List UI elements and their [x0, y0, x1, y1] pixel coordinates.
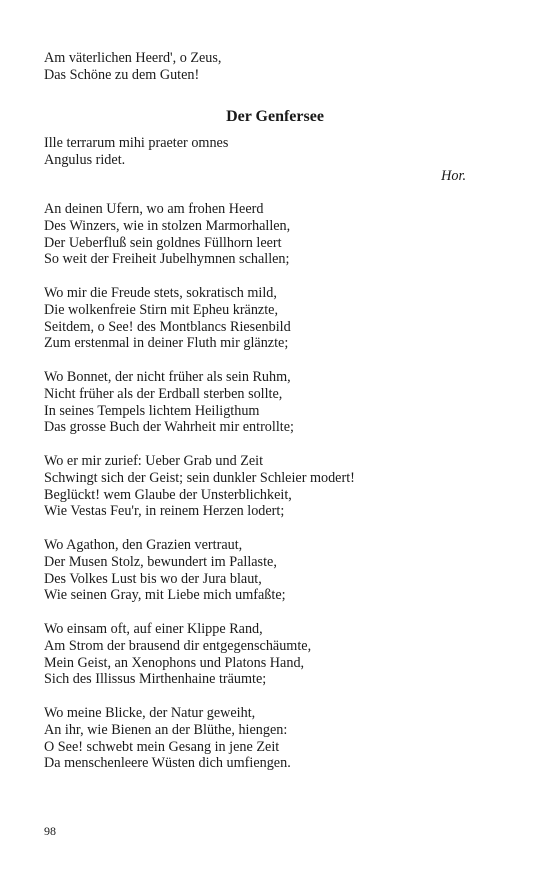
verse-line: Wo Bonnet, der nicht früher als sein Ruhm,: [44, 368, 291, 385]
verse-line: Wo er mir zurief: Ueber Grab und Zeit: [44, 452, 264, 469]
verse-line: Des Winzers, wie in stolzen Marmorhallen,: [44, 217, 291, 234]
verse-line: Seitdem, o See! des Montblancs Riesenbild: [44, 318, 291, 335]
stanza: [44, 285, 484, 352]
verse-line: So weit der Freiheit Jubelhymnen schallen;: [44, 251, 290, 268]
verse-line: Am Strom der brausend dir entgegenschäumte,: [44, 637, 312, 654]
previous-poem-ending: [44, 50, 484, 84]
intro-line: Am väterlichen Heerd', o Zeus,: [44, 50, 222, 66]
verse-line: Wo Agathon, den Grazien vertraut,: [44, 536, 243, 553]
verse-line: An ihr, wie Bienen an der Blüthe, hiengen:: [44, 721, 288, 738]
verse-line: In seines Tempels lichtem Heiligthum: [44, 402, 260, 419]
verse-line: Zum erstenmal in deiner Fluth mir glänzte;: [44, 335, 289, 352]
motto: [44, 135, 484, 169]
poem-title: Der Genfersee: [226, 108, 324, 125]
stanza: [44, 369, 484, 436]
verse-line: Wie Vestas Feu'r, in reinem Herzen lodert;: [44, 503, 285, 520]
intro-line: Das Schöne zu dem Guten!: [44, 66, 200, 83]
verse-line: An deinen Ufern, wo am frohen Heerd: [44, 201, 264, 217]
poem-body: [44, 201, 484, 772]
page-number: 98: [44, 824, 56, 838]
verse-line: Wie seinen Gray, mit Liebe mich umfaßte;: [44, 587, 286, 604]
verse-line: Schwingt sich der Geist; sein dunkler Schleier modert!: [44, 469, 355, 486]
verse-line: Beglückt! wem Glaube der Unsterblichkeit,: [44, 486, 292, 503]
stanza: [44, 705, 484, 772]
verse-line: O See! schwebt mein Gesang in jene Zeit: [44, 738, 280, 755]
verse-line: Wo mir die Freude stets, sokratisch mild,: [44, 284, 277, 301]
verse-line: Wo meine Blicke, der Natur geweiht,: [44, 704, 256, 721]
stanza: [44, 201, 484, 268]
motto-line: Angulus ridet.: [44, 151, 126, 168]
verse-line: Nicht früher als der Erdball sterben sollte,: [44, 385, 283, 402]
verse-line: Die wolkenfreie Stirn mit Epheu kränzte,: [44, 301, 279, 318]
stanza: [44, 621, 484, 688]
stanza: [44, 537, 484, 604]
verse-line: Mein Geist, an Xenophons und Platons Hand,: [44, 654, 305, 671]
verse-line: Des Volkes Lust bis wo der Jura blaut,: [44, 570, 262, 587]
motto-author: Hor.: [441, 168, 466, 184]
verse-line: Wo einsam oft, auf einer Klippe Rand,: [44, 620, 263, 637]
motto-line: Ille terrarum mihi praeter omnes: [44, 135, 229, 151]
verse-line: Da menschenleere Wüsten dich umfiengen.: [44, 755, 291, 772]
stanza: [44, 453, 484, 520]
verse-line: Der Ueberfluß sein goldnes Füllhorn leert: [44, 234, 282, 251]
verse-line: Sich des Illissus Mirthenhaine träumte;: [44, 671, 267, 688]
verse-line: Der Musen Stolz, bewundert im Pallaste,: [44, 553, 277, 570]
verse-line: Das grosse Buch der Wahrheit mir entrollte;: [44, 419, 294, 436]
